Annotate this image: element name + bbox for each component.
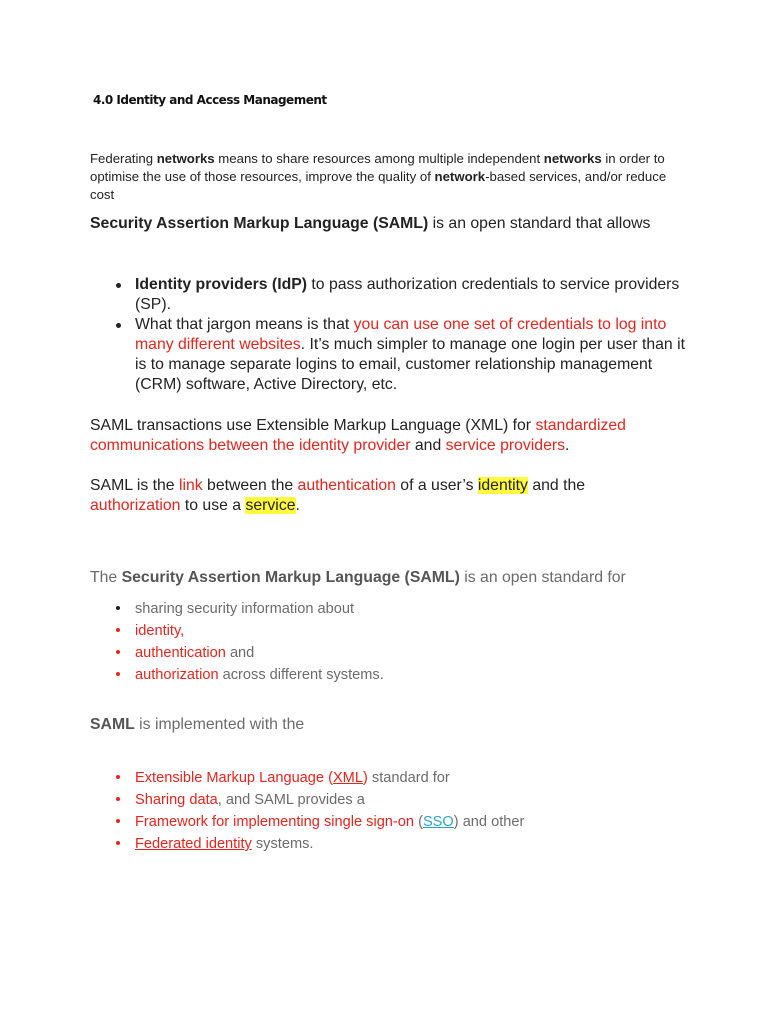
red-text: link [178, 477, 203, 494]
text: SAML transactions use Extensible Markup Language (XML) for [90, 417, 536, 434]
text: SAML is the [90, 477, 179, 494]
federating-paragraph [90, 150, 690, 204]
bullet-icon [116, 819, 120, 823]
idp-bold-term: Identity providers (IdP) [135, 276, 308, 293]
text: across different systems. [218, 667, 384, 683]
link-paragraph [90, 476, 650, 516]
list-item [90, 664, 690, 686]
saml-bold-term: Security Assertion Markup Language (SAML) [90, 215, 429, 232]
red-text: authentication [135, 645, 226, 661]
bullet-list-1 [90, 275, 690, 395]
bullet-icon [116, 628, 120, 632]
text: What that jargon means is that [135, 316, 354, 333]
bullet-icon [116, 650, 120, 654]
bullet-icon [116, 775, 120, 779]
text: is an open standard for [459, 569, 626, 586]
text: sharing security information about [135, 601, 355, 617]
bullet-icon [116, 283, 121, 288]
bold-networks: networks [156, 151, 215, 166]
text: . [565, 437, 570, 454]
red-text: authorization [90, 497, 181, 514]
gray-saml-paragraph [90, 568, 690, 588]
text: between the [202, 477, 298, 494]
red-text: Sharing data [135, 792, 218, 808]
text: , and SAML provides a [217, 792, 365, 808]
red-text: you can use one set of credentials to log into many different websites [135, 316, 667, 353]
red-text: authorization [135, 667, 219, 683]
text: and other [458, 814, 525, 830]
text: Federating [90, 151, 157, 166]
red-text: service providers [445, 437, 566, 454]
text: to pass authorization credentials to service providers (SP). [135, 276, 680, 313]
bullet-icon [116, 323, 121, 328]
bullet-icon [116, 672, 120, 676]
text: . [295, 497, 300, 514]
saml-bold-term: Security Assertion Markup Language (SAML) [121, 569, 460, 586]
text: and the [527, 477, 586, 494]
text: systems. [251, 836, 314, 852]
red-text: Extensible Markup Language ( [135, 770, 333, 786]
list-item [90, 767, 690, 789]
list-item [90, 275, 690, 315]
bullet-icon [116, 841, 120, 845]
section-heading: 4.0 Identity and Access Management [93, 93, 327, 107]
xml-link[interactable]: XML [332, 770, 363, 786]
highlighted-text: service [245, 497, 296, 514]
list-item [90, 620, 690, 642]
bullet-icon [116, 606, 120, 610]
red-text: Framework for implementing single sign-on [135, 814, 415, 830]
saml-intro-paragraph [90, 214, 660, 234]
bullet-icon [116, 797, 120, 801]
red-text: identity, [135, 623, 185, 639]
bold-network: network [434, 169, 486, 184]
implemented-paragraph [90, 715, 690, 735]
text: and [225, 645, 255, 661]
text: -based services, and/or reduce cost [90, 169, 667, 202]
xml-paragraph [90, 416, 690, 456]
text: is implemented with the [134, 716, 305, 733]
red-text: authentication [297, 477, 396, 494]
bullet-list-3 [90, 767, 690, 855]
federated-identity-link[interactable]: Federated identity [135, 836, 252, 852]
red-text: ) [362, 770, 368, 786]
text: The [90, 569, 122, 586]
list-item [90, 833, 690, 855]
list-item [90, 811, 690, 833]
list-item [90, 315, 690, 395]
highlighted-text: identity [477, 477, 528, 494]
text: . It’s much simpler to manage one login per user than it is to manage separate logins to email, customer relationship management (CRM) software, Active Directory, etc. [135, 336, 685, 393]
text: ( [414, 814, 423, 830]
list-item [90, 789, 690, 811]
text: to use a [180, 497, 246, 514]
text: is an open standard that allows [428, 215, 651, 232]
sso-link[interactable]: SSO [422, 814, 454, 830]
bold-networks: networks [543, 151, 602, 166]
saml-bold-term: SAML [90, 716, 135, 733]
text: and [410, 437, 446, 454]
text: ) [453, 814, 459, 830]
list-item [90, 642, 690, 664]
text: standard for [367, 770, 450, 786]
red-text: standardized communications between the identity provider [90, 417, 626, 454]
text: of a user’s [395, 477, 478, 494]
list-item [90, 598, 690, 620]
text: means to share resources among multiple independent [214, 151, 544, 166]
text: in order to optimise the use of those resources, improve the quality of [90, 151, 665, 184]
bullet-list-2 [90, 598, 690, 686]
